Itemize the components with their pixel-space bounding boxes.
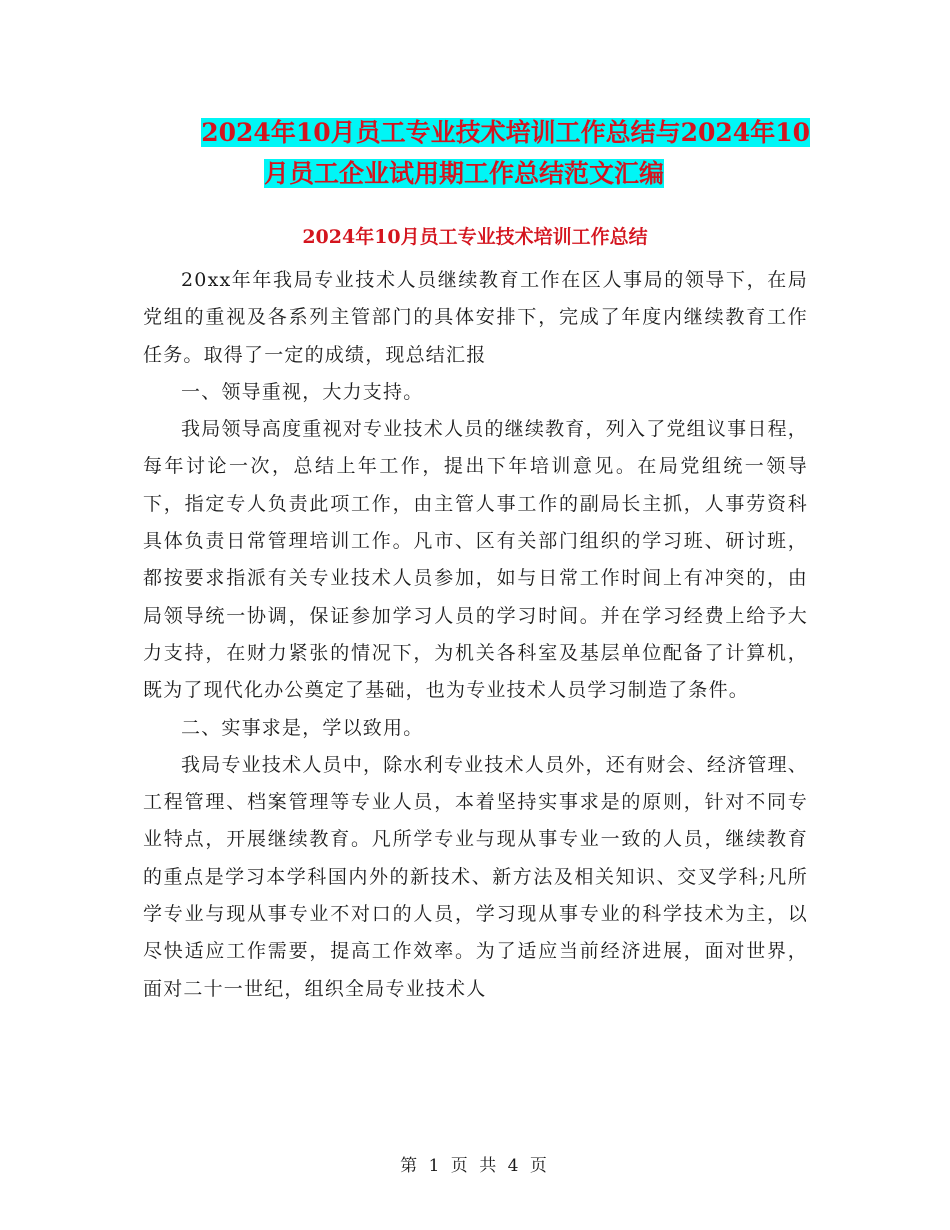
section-title: 2024年10月员工专业技术培训工作总结 — [302, 226, 648, 248]
title-line-2: 月员工企业试用期工作总结范文汇编 — [264, 159, 665, 188]
paragraph: 我局领导高度重视对专业技术人员的继续教育，列入了党组议事日程，每年讨论一次，总结上年工作，提出下年培训意见。在局党组统一领导下，指定专人负责此项工作，由主管人事工作的副局长主抓，人事劳资科具体负责日常管理培训工作。凡市、区有关部门组织的学习班、研讨班，都按要求指派有关专业技术人员参加，如与日常工作时间上有冲突的，由局领导统一协调，保证参加学习人员的学习时间。并在学习经费上给予大力支持，在财力紧张的情况下，为机关各科室及基层单位配备了计算机，既为了现代化办公奠定了基础，也为专业技术人员学习制造了条件。 — [143, 418, 808, 702]
paragraph: 20xx年年我局专业技术人员继续教育工作在区人事局的领导下，在局党组的重视及各系列主管部门的具体安排下，完成了年度内继续教育工作任务。取得了一定的成绩，现总结汇报 — [143, 269, 808, 366]
document-title — [140, 112, 840, 194]
paragraph: 二、实事求是，学以致用。 — [181, 716, 424, 739]
paragraph: 我局专业技术人员中，除水利专业技术人员外，还有财会、经济管理、工程管理、档案管理等专业人员，本着坚持实事求是的原则，针对不同专业特点，开展继续教育。凡所学专业与现从事专业一致的人员，继续教育的重点是学习本学科国内外的新技术、新方法及相关知识、交叉学科;凡所学专业与现从事专业不对口的人员，学习现从事专业的科学技术为主，以尽快适应工作需要，提高工作效率。为了适应当前经济进展，面对世界，面对二十一世纪，组织全局专业技术人 — [143, 753, 808, 1000]
page-footer: 第 1 页 共 4 页 — [400, 1156, 550, 1176]
paragraph: 一、领导重视，大力支持。 — [181, 380, 424, 403]
title-line-1: 2024年10月员工专业技术培训工作总结与2024年10 — [201, 118, 810, 147]
body-text — [143, 262, 808, 1008]
